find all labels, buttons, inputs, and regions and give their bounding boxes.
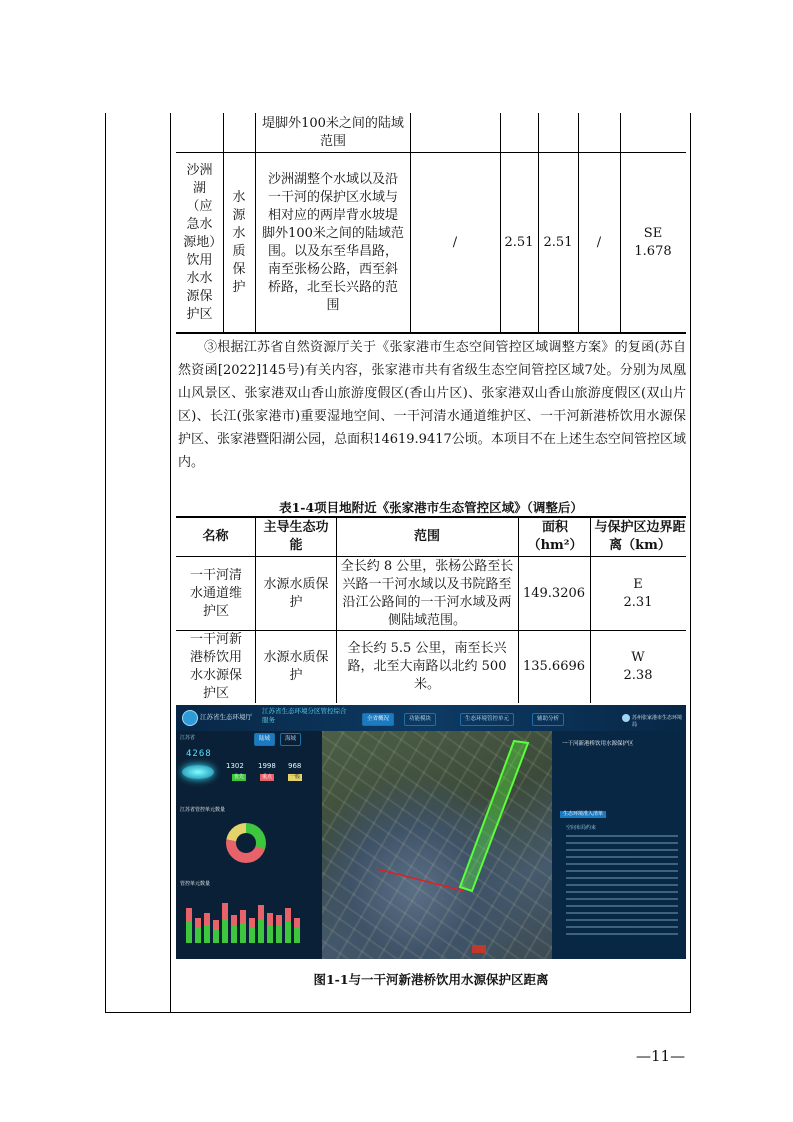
- section2-title: 管控单元数量: [180, 881, 211, 887]
- section1-title: 江苏省管控单元数量: [180, 807, 226, 813]
- map-header: [176, 705, 686, 731]
- table-header-function: 主导生态功能: [263, 520, 329, 553]
- bar-12: [294, 918, 300, 943]
- bar-7: [249, 918, 255, 943]
- top-table-row2-name: 沙洲湖（应急水源地）饮用水水源保护区: [183, 162, 216, 322]
- total-count: 4268: [186, 749, 212, 759]
- table-header-area: 面积（hm²）: [527, 520, 583, 553]
- top-table-row1-range: 堤脚外100米之间的陆域范围: [262, 116, 404, 149]
- frame-right: [690, 113, 691, 1013]
- table-row2-name: 一干河新港桥饮用水水源保护区: [189, 632, 242, 701]
- map-overlay: [322, 731, 552, 959]
- bar-10: [276, 915, 282, 943]
- nav-analysis[interactable]: 辅助分析: [532, 713, 564, 726]
- top-table-row2-col5: 2.51: [504, 234, 534, 250]
- table-row1-distance: E 2.31: [623, 576, 653, 610]
- top-table-row2-col4: /: [452, 234, 458, 250]
- frame-bottom: [105, 1012, 691, 1013]
- panel-title: 一干河新港桥饮用水源保护区: [562, 741, 634, 747]
- label-key: 重点: [262, 774, 273, 780]
- table-row1-range: 全长约 8 公里，张杨公路至长兴路一干河水域以及书院路至沿江公路间的一干河水域及两侧陆域范围。: [340, 558, 514, 628]
- body-paragraph: ③根据江苏省自然资源厅关于《张家港市生态空间管控区域调整方案》的复函(苏自然资函[2022]145号)有关内容，张家港市共有省级生态空间管控区域7处。分别为凤凰山风景区、张家港双山香山旅游度假区(香山片区)、张家港双山香山旅游度假区(双山片区)、长江(张家港市)重要湿地空间、一干河清水通道维护区、一干河新港桥饮用水源保护区、张家港暨阳湖公园，总面积14619.9417公顷。本项目不在上述生态空间管控区域内。: [178, 340, 686, 470]
- nav-units[interactable]: 生态环境管控单元: [460, 713, 514, 726]
- map-system: 江苏省生态环境分区管控综合服务: [262, 707, 347, 724]
- top-table-row2-distance: SE 1.678: [634, 225, 672, 259]
- table-row2-function: 水源水质保护: [263, 650, 329, 683]
- table-header-range: 范围: [413, 529, 440, 544]
- map-screenshot: [176, 705, 686, 959]
- nav-overview[interactable]: 全省概况: [362, 713, 394, 726]
- map-left-panel: [176, 731, 322, 959]
- table-header-name: 名称: [202, 529, 229, 544]
- bar-11: [285, 908, 291, 943]
- nav-modules[interactable]: 功能模块: [404, 713, 436, 726]
- bar-2: [204, 913, 210, 943]
- top-table-row2-col6: 2.51: [543, 234, 573, 250]
- table-row2-range: 全长约 5.5 公里，南至长兴路，北至大南路以北约 500 米。: [347, 641, 507, 692]
- panel-text-block: [566, 835, 678, 939]
- table-row1-function: 水源水质保护: [263, 576, 329, 610]
- user-icon: [622, 714, 630, 722]
- count-general: 968: [288, 762, 302, 770]
- bar-5: [231, 915, 237, 943]
- satellite-map[interactable]: [322, 731, 552, 959]
- project-marker: [472, 945, 486, 953]
- bar-0: [186, 908, 192, 943]
- bar-9: [267, 913, 273, 943]
- map-right-panel: [552, 731, 686, 959]
- tab-sea[interactable]: 海域: [280, 733, 301, 746]
- bar-8: [258, 905, 264, 943]
- distance-line: [377, 869, 464, 891]
- figure-caption: 图1-1与一干河新港桥饮用水源保护区距离: [313, 972, 549, 987]
- top-table-row2-range: 沙洲湖整个水域以及沿一干河的保护区水域与相对应的两岸背水坡堤脚外100米之间的陆域范围。以及东至华昌路，南至张杨公路，西至斜桥路，北至长兴路的范围: [262, 171, 404, 313]
- bar-1: [195, 918, 201, 943]
- bar-chart: [186, 891, 316, 957]
- panel-subsection: 空间布局约束: [566, 825, 597, 831]
- table-header-distance: 与保护区边界距离（km）: [594, 520, 686, 553]
- bar-4: [222, 903, 228, 943]
- map-user: 苏州张家港市生态环境局: [632, 715, 683, 728]
- platform-icon: [182, 765, 214, 779]
- emblem-icon: [182, 710, 198, 726]
- count-key: 1998: [258, 762, 276, 770]
- label-priority: 优先: [234, 774, 245, 780]
- bar-3: [213, 920, 219, 943]
- page-number: —11—: [636, 1047, 686, 1065]
- table-row1-area: 149.3206: [522, 585, 586, 601]
- frame-col-divider: [170, 113, 171, 1013]
- table-row2-distance: W 2.38: [623, 650, 653, 683]
- tab-land[interactable]: 陆域: [254, 733, 275, 746]
- table-row1-name: 一干河清水通道维护区: [189, 567, 242, 619]
- frame-left: [105, 113, 106, 1013]
- label-general: 一般: [290, 774, 301, 780]
- water-source-zone: [460, 741, 528, 891]
- top-table-row2-col7: /: [596, 234, 602, 250]
- top-table-row2-function: 水源水质保护: [232, 189, 246, 295]
- count-priority: 1302: [226, 762, 244, 770]
- bar-6: [240, 910, 246, 943]
- table-caption: 表1-4项目地附近《张家港市生态管控区域》（调整后）: [279, 500, 583, 515]
- panel-section: 生态环境准入清单: [560, 811, 606, 818]
- table-row2-area: 135.6696: [522, 659, 586, 674]
- map-org: 江苏省生态环境厅: [200, 713, 252, 721]
- region-label: 江苏省: [180, 735, 196, 741]
- donut-chart: [226, 823, 266, 863]
